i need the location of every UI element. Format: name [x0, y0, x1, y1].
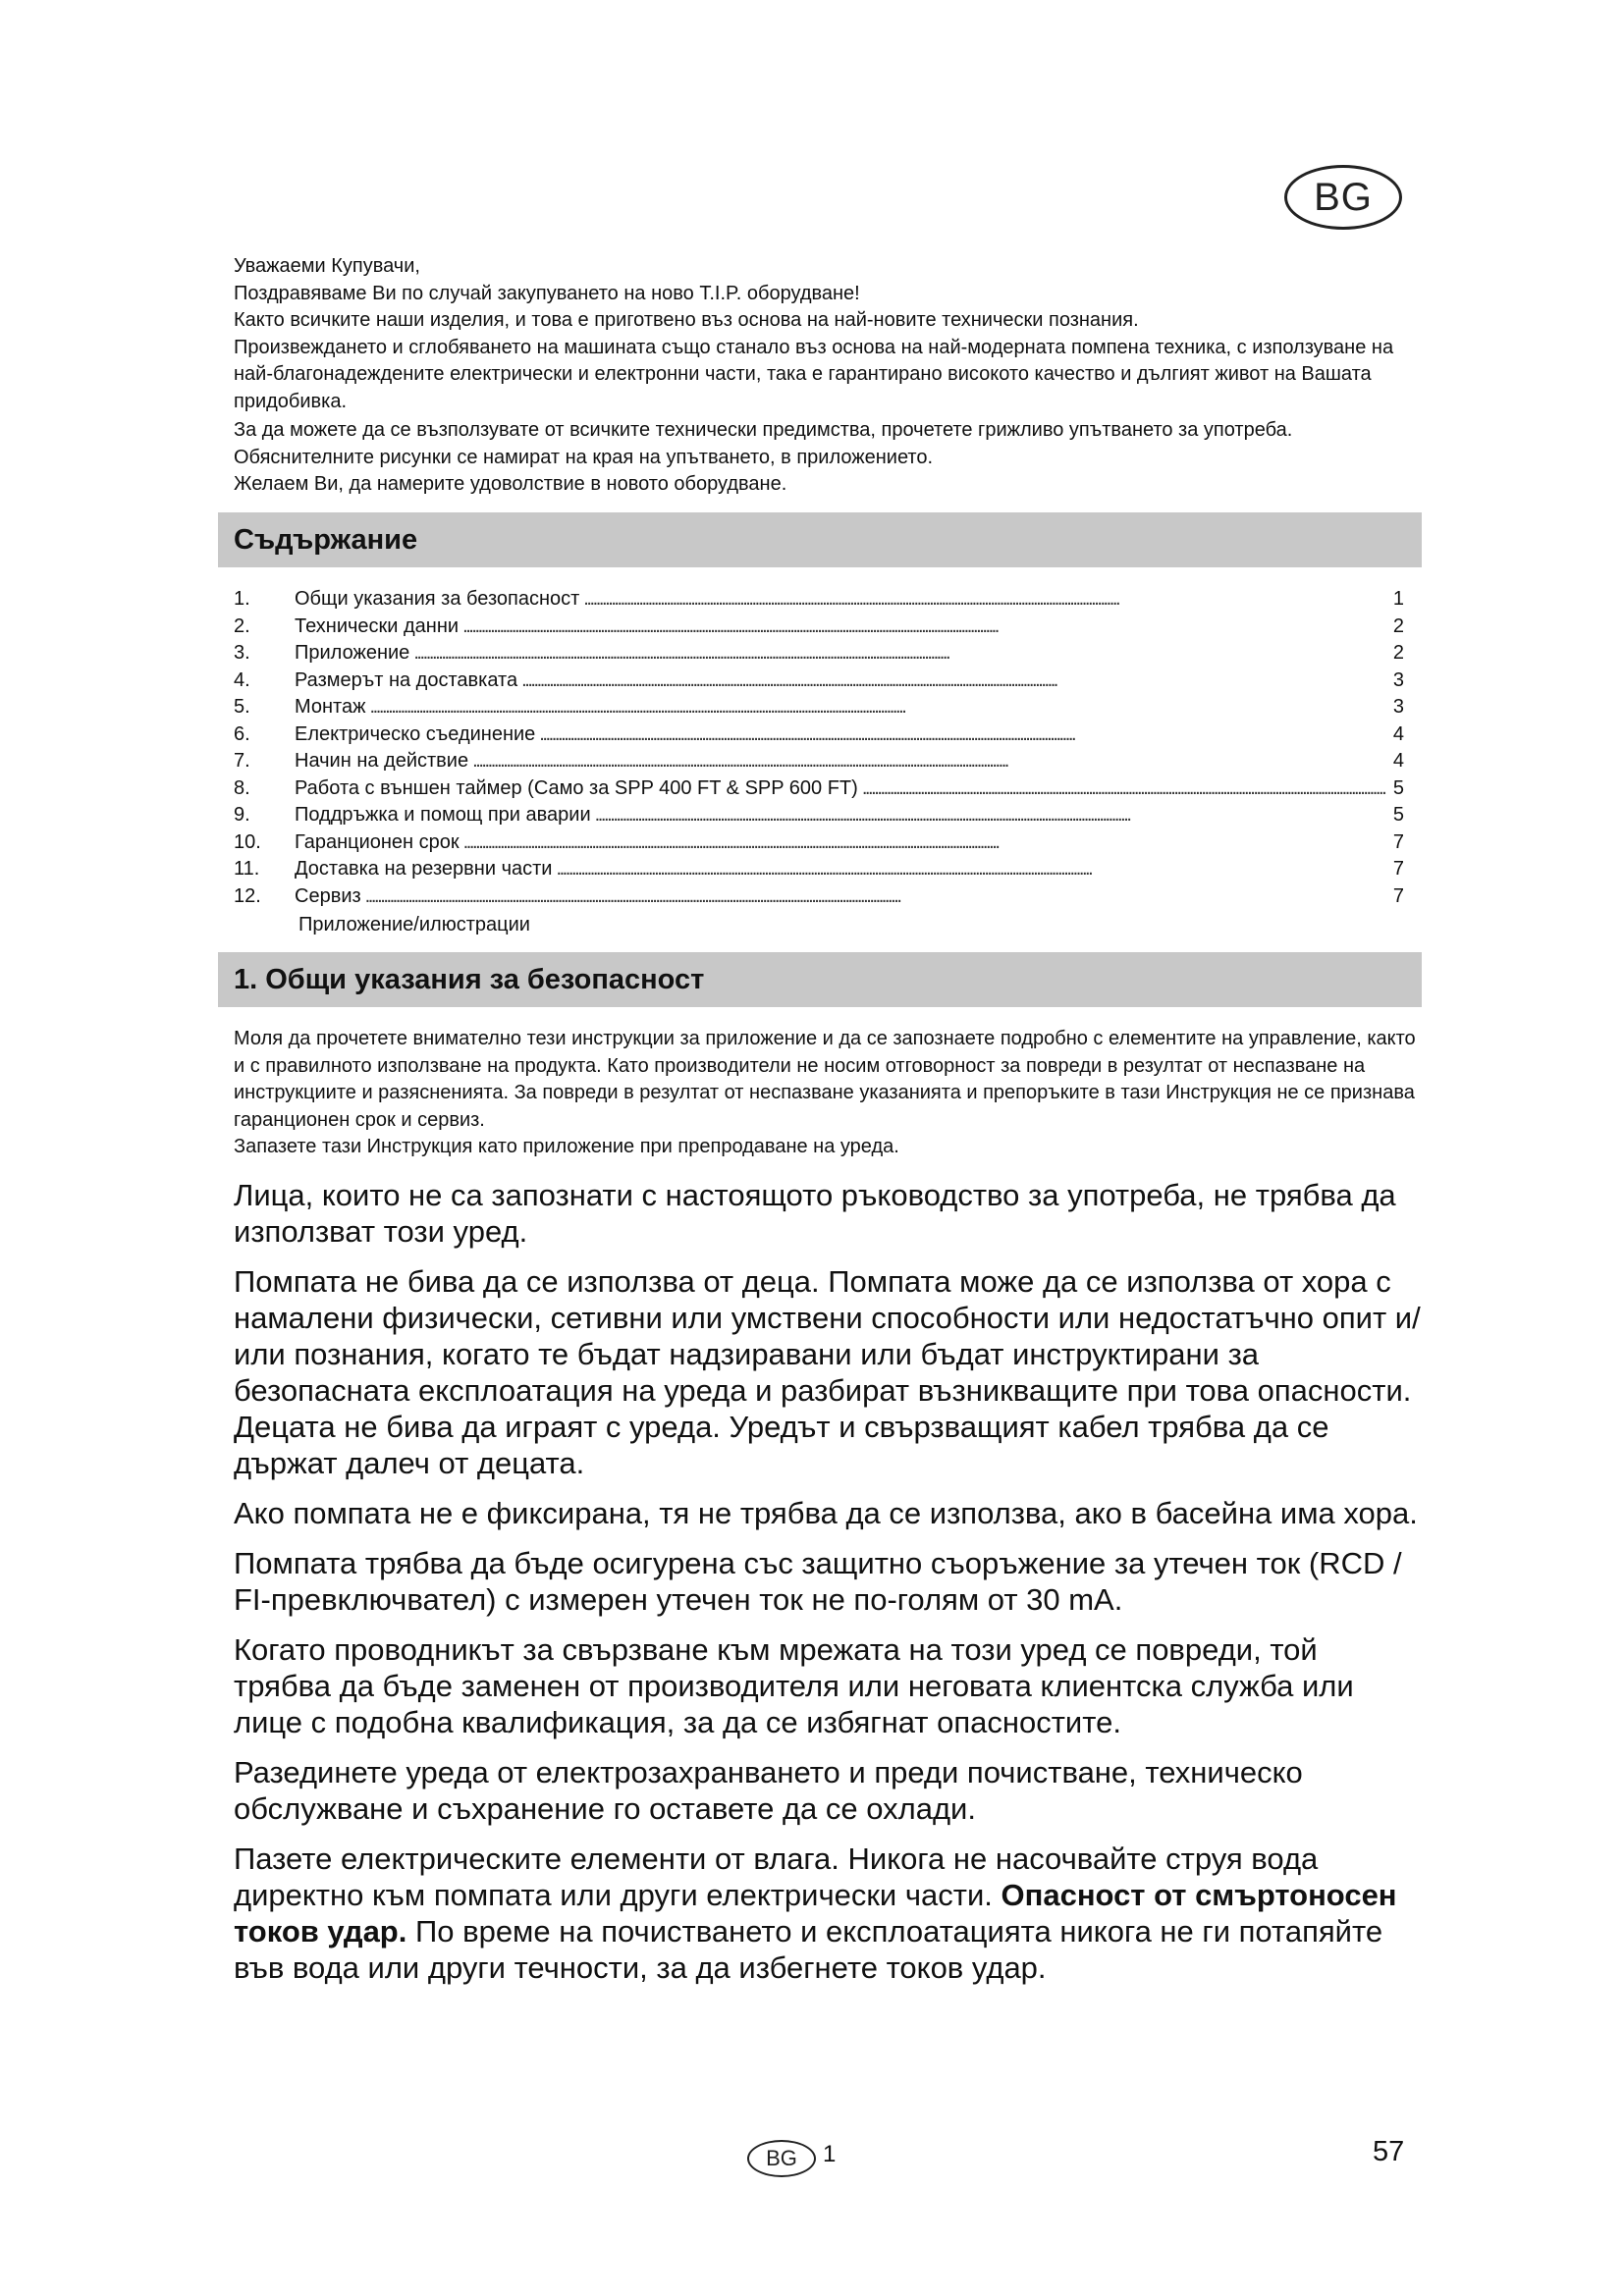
toc-item-page: 2	[1392, 614, 1404, 637]
warning-text: По време на почистването и експлоатацията никога не ги потапяйте във вода или други течности, за да избегнете токов удар.	[234, 1914, 1383, 1985]
toc-item[interactable]	[234, 748, 1404, 775]
intro-line: Произвеждането и сглобяването на машината също станало въз основа на най-модерната помпена техника, с използуване на най-благонадеждените електрически и електронни части, така е гарантирано високото качество и дългият живот на Вашата придобивка.	[234, 336, 1394, 412]
table-of-contents	[234, 586, 1404, 939]
safety-paragraph: Помпата трябва да бъде осигурена със защитно съоръжение за утечен ток (RCD / FI-превключвател) с измерен утечен ток не по-голям от 30 mA.	[234, 1546, 1402, 1617]
toc-item[interactable]	[234, 775, 1404, 803]
language-badge: BG	[1284, 165, 1402, 230]
safety-intro-text	[234, 1026, 1422, 1161]
toc-item[interactable]	[234, 721, 1404, 749]
toc-item[interactable]	[234, 586, 1404, 614]
intro-line: Поздравяваме Ви по случай закупуването на ново T.I.P. оборудване!	[234, 282, 860, 304]
toc-item-number: 5.	[234, 696, 250, 718]
toc-leader	[539, 721, 1386, 749]
toc-heading: Съдържание	[218, 512, 1422, 567]
toc-item-title: Общи указания за безопасност	[295, 588, 580, 610]
toc-leader	[862, 775, 1386, 803]
toc-appendix[interactable]: Приложение/илюстрации	[298, 914, 530, 935]
toc-leader	[472, 748, 1386, 775]
toc-item-page: 7	[1392, 884, 1404, 907]
toc-item-number: 3.	[234, 642, 250, 664]
toc-leader	[595, 802, 1386, 829]
toc-item[interactable]	[234, 614, 1404, 641]
section-heading-safety: 1. Общи указания за безопасност	[218, 952, 1422, 1007]
toc-item[interactable]	[234, 667, 1404, 695]
toc-item-page: 2	[1392, 642, 1404, 664]
toc-item-page: 3	[1392, 696, 1404, 718]
toc-leader	[463, 829, 1386, 857]
toc-item[interactable]	[234, 856, 1404, 883]
toc-item-title: Гаранционен срок	[295, 830, 460, 853]
toc-item-page: 7	[1392, 858, 1404, 880]
safety-instructions	[234, 1177, 1422, 2000]
toc-item-number: 11.	[234, 858, 260, 880]
toc-item-title: Размерът на доставката	[295, 668, 518, 691]
toc-leader	[370, 694, 1387, 721]
intro-greeting: Уважаеми Купувачи,	[234, 255, 420, 277]
safety-paragraph: Разединете уреда от електрозахранването и преди почистване, техническо обслужване и съхранение го оставете да се охлади.	[234, 1755, 1303, 1826]
toc-item-number: 4.	[234, 668, 250, 691]
intro-line: За да можете да се възползувате от всичките технически предимства, прочетете грижливо упътването за употреба. Обяснителните рисунки се намират на края на упътването, в приложението.	[234, 419, 1293, 468]
safety-paragraph: Лица, които не са запознати с настоящото ръководство за употреба, не трябва да използват този уред.	[234, 1178, 1396, 1249]
safety-paragraph: Ако помпата не е фиксирана, тя не трябва да се използва, ако в басейна има хора.	[234, 1496, 1418, 1530]
toc-item-page: 4	[1392, 722, 1404, 745]
toc-item-title: Работа с външен таймер (Само за SPP 400 FT & SPP 600 FT)	[295, 776, 858, 799]
toc-item[interactable]	[234, 883, 1404, 911]
toc-item-number: 1.	[234, 588, 250, 610]
toc-leader	[365, 883, 1386, 911]
toc-item-title: Електрическо съединение	[295, 722, 536, 745]
toc-item-number: 7.	[234, 750, 250, 772]
toc-leader	[583, 586, 1386, 614]
toc-item[interactable]	[234, 802, 1404, 829]
toc-item[interactable]	[234, 640, 1404, 667]
toc-item-page: 1	[1392, 588, 1404, 610]
toc-leader	[462, 614, 1386, 641]
toc-item-page: 7	[1392, 830, 1404, 853]
safety-paragraph: Когато проводникът за свързване към мрежата на този уред се повреди, той трябва да бъде заменен от производителя или неговата клиентска служба или лице с подобна квалификация, за да се избягнат опасностите.	[234, 1632, 1354, 1739]
intro-line: Желаем Ви, да намерите удоволствие в новото оборудване.	[234, 473, 787, 495]
safety-intro-paragraph: Запазете тази Инструкция като приложение при препродаване на уреда.	[234, 1136, 899, 1157]
danger-warning: Опасност от смъртоносен токов удар.	[234, 1878, 1397, 1949]
toc-item-number: 9.	[234, 804, 250, 826]
toc-item-title: Монтаж	[295, 696, 366, 718]
toc-item-number: 2.	[234, 614, 250, 637]
toc-item-page: 4	[1392, 750, 1404, 772]
toc-item[interactable]	[234, 829, 1404, 857]
toc-item-title: Сервиз	[295, 884, 361, 907]
warning-text: Пазете електрическите елементи от влага. Никога не насочвайте струя вода директно към помпата или други електрически части.	[234, 1842, 1319, 1912]
footer-section-page: 1	[823, 2141, 837, 2167]
toc-item-title: Технически данни	[295, 614, 460, 637]
toc-item[interactable]	[234, 694, 1404, 721]
safety-paragraph: Помпата не бива да се използва от деца. Помпата може да се използва от хора с намалени физически, сетивни или умствени способности или недостатъчно опит и/или познания, когато те бъдат надзиравани или бъдат инструктирани за безопасната експлоатация на уреда и разбират възникващите при това опасности. Децата не бива да играят с уреда. Уредът и свързващият кабел трябва да се държат далеч от децата.	[234, 1264, 1421, 1480]
toc-leader	[521, 667, 1386, 695]
page-number: 57	[1373, 2136, 1405, 2167]
toc-item-title: Доставка на резервни части	[295, 858, 553, 880]
footer-language-badge: BG	[747, 2140, 816, 2177]
toc-item-page: 5	[1392, 776, 1404, 799]
intro-line: Както всичките наши изделия, и това е приготвено въз основа на най-новите технически познания.	[234, 309, 1139, 331]
toc-item-page: 3	[1392, 668, 1404, 691]
toc-leader	[556, 856, 1386, 883]
safety-intro-paragraph: Моля да прочетете внимателно тези инструкции за приложение и да се запознаете подробно с елементите на управление, както и с правилното използване на продукта. Като производители не носим отговорност за повреди в резултат от неспазване на инструкциите и разясненията. За повреди в резултат от неспазване указанията и препоръките в тази Инструкция не се признава гаранционен срок и сервиз.	[234, 1028, 1416, 1131]
toc-item-title: Поддръжка и помощ при аварии	[295, 804, 591, 826]
toc-item-number: 8.	[234, 776, 250, 799]
intro-text	[234, 253, 1422, 499]
toc-item-number: 12.	[234, 884, 261, 907]
toc-item-number: 6.	[234, 722, 250, 745]
toc-item-page: 5	[1392, 804, 1404, 826]
toc-item-title: Приложение	[295, 642, 410, 664]
toc-item-title: Начин на действие	[295, 750, 469, 772]
toc-leader	[413, 640, 1386, 667]
toc-item-number: 10.	[234, 830, 261, 853]
safety-paragraph-warning	[234, 1841, 1422, 1986]
